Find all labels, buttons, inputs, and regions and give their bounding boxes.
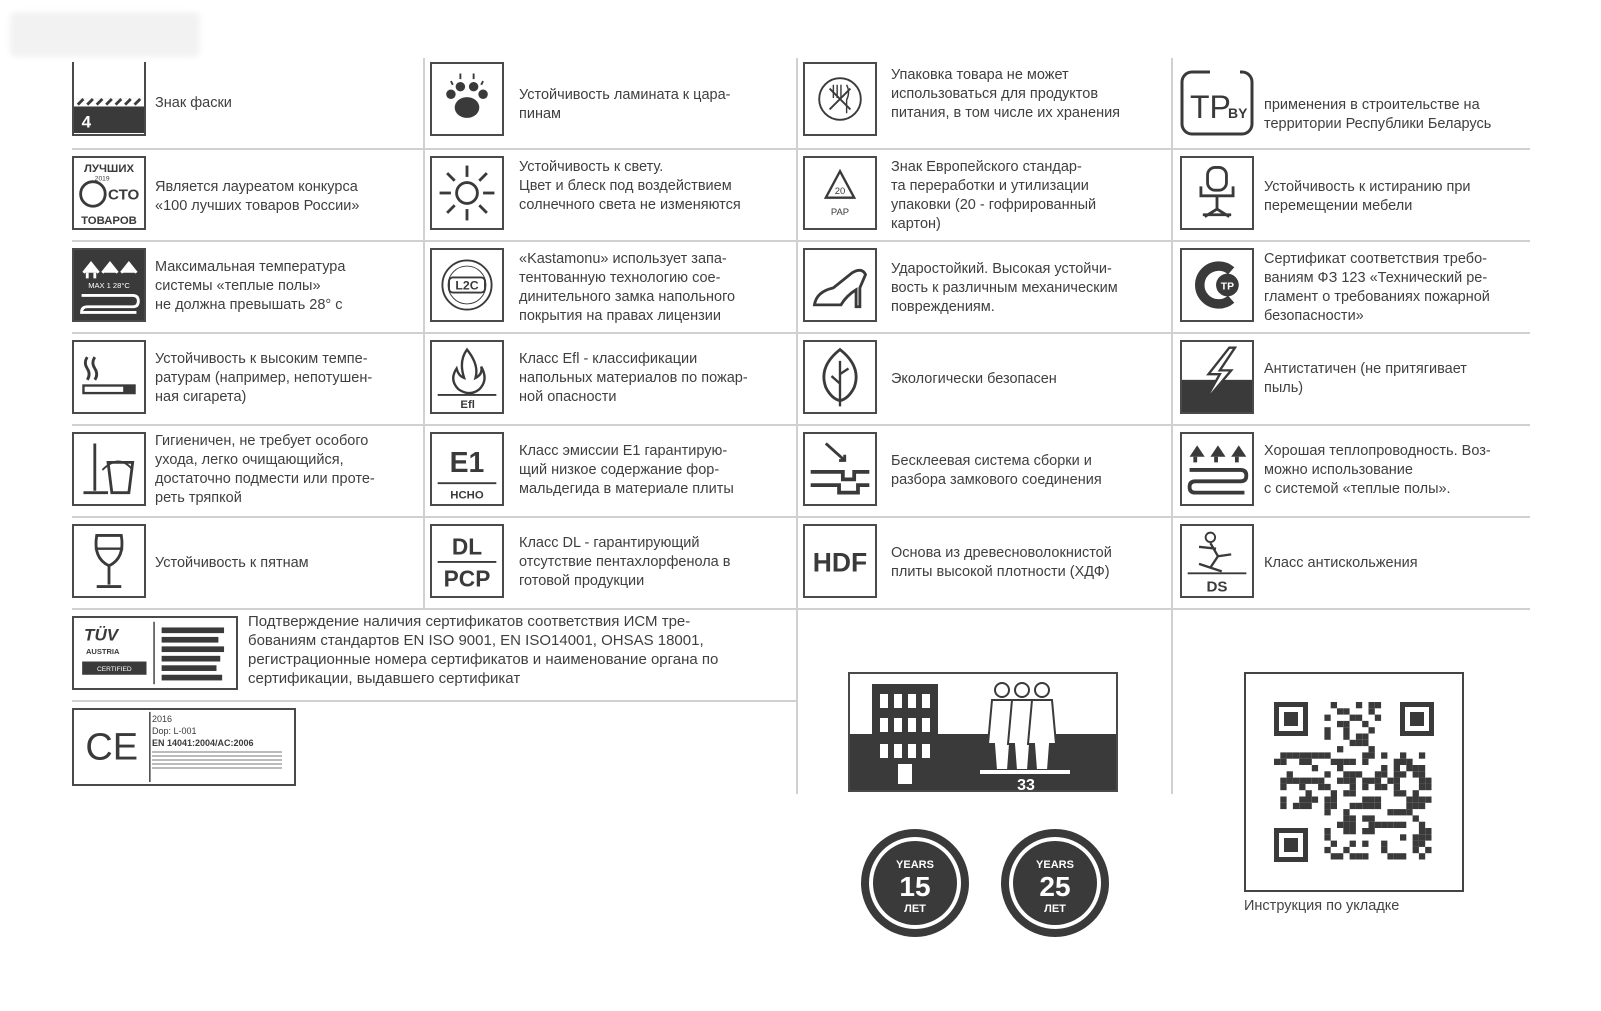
fire-cert-icon [1180,248,1254,322]
antistatic-icon [1180,340,1254,414]
best100-text: Является лауреатом конкурса «100 лучших товаров России» [155,179,360,214]
qr-module [1306,778,1312,784]
qr-module [1287,778,1293,784]
qr-module [1331,803,1337,809]
qr-module [1343,822,1349,828]
svg-text:ЛЕТ: ЛЕТ [904,903,926,915]
svg-text:4: 4 [81,112,92,132]
qr-module [1394,790,1400,796]
qr-module [1406,797,1412,803]
qr-module [1362,721,1368,727]
qr-module [1356,734,1362,740]
svg-text:DL: DL [451,533,483,560]
stain-text: Устойчивость к пятнам [155,555,309,571]
qr-code-icon[interactable] [1244,672,1464,892]
qr-module [1406,759,1412,765]
qr-module [1350,771,1356,777]
fire-cert-text: Сертификат соответствия требо- ваниям ФЗ 123 «Технический ре- гламент о требованиях пожарной безопасности» [1264,251,1490,324]
food-text: Упаковка товара не может использоваться для продуктов питания, в том числе их хранения [891,67,1121,121]
conductivity-text: Хорошая теплопроводность. Воз- можно использование с системой «теплые полы». [1264,443,1491,497]
ce-details [152,713,282,769]
row-divider [72,240,1530,242]
qr-module [1369,708,1375,714]
qr-module [1280,752,1286,758]
qr-module [1394,809,1400,815]
qr-module [1406,803,1412,809]
qr-module [1324,847,1330,853]
qr-module [1362,803,1368,809]
qr-module [1369,815,1375,821]
svg-text:AUSTRIA: AUSTRIA [85,646,120,656]
svg-text:PAP: PAP [830,206,850,218]
qr-module [1337,746,1343,752]
qr-caption: Инструкция по укладке [1244,898,1400,914]
tuv-austria-icon [72,616,238,690]
high-heel-icon [803,248,877,322]
svg-text:СТО: СТО [108,186,140,204]
qr-module [1293,752,1299,758]
qr-module [1356,715,1362,721]
qr-module [1425,847,1431,853]
qr-module [1312,778,1318,784]
svg-text:CERTIFIED: CERTIFIED [96,665,132,673]
qr-module [1312,797,1318,803]
qr-module [1350,759,1356,765]
qr-module [1362,759,1368,765]
qr-module [1299,784,1305,790]
row-divider [72,608,1530,610]
qr-module [1343,727,1349,733]
qr-module [1400,822,1406,828]
qr-module [1362,740,1368,746]
efl-text: Класс Efl - классификации напольных материалов по пожар- ной опасности [519,351,748,405]
floor-heating-icon [1180,432,1254,506]
qr-module [1419,853,1425,859]
qr-module [1375,771,1381,777]
office-chair-icon [1180,156,1254,230]
qr-module [1287,752,1293,758]
svg-text:TÜV: TÜV [84,625,119,645]
qr-module [1274,759,1280,765]
qr-module [1337,822,1343,828]
qr-module [1419,822,1425,828]
qr-module [1387,822,1393,828]
svg-text:HDF: HDF [812,547,868,578]
row-divider [72,424,1530,426]
qr-module [1362,778,1368,784]
qr-module [1324,784,1330,790]
svg-text:ТР: ТР [1220,281,1235,293]
qr-module [1280,784,1286,790]
qr-module [1369,797,1375,803]
qr-module [1343,708,1349,714]
qr-module [1324,803,1330,809]
row-divider [72,332,1530,334]
qr-module [1350,841,1356,847]
svg-text:ЛЕТ: ЛЕТ [1044,903,1066,915]
qr-module [1419,771,1425,777]
qr-module [1413,765,1419,771]
slip-text: Класс антискольжения [1264,555,1418,571]
blurred-logo [10,12,200,57]
qr-module [1425,784,1431,790]
qr-module [1381,765,1387,771]
qr-module [1350,853,1356,859]
qr-module [1381,841,1387,847]
svg-text:CE: CE [85,726,139,769]
shoe-text: Ударостойкий. Высокая устойчи- вость к различным механическим повреждениям. [891,261,1118,315]
no-food-icon [803,62,877,136]
qr-module [1394,778,1400,784]
qr-module [1387,809,1393,815]
qr-module [1350,778,1356,784]
qr-module [1299,797,1305,803]
sun-icon [430,156,504,230]
qr-module [1318,778,1324,784]
warranty-25-icon [1000,828,1110,938]
ce-line: Dop: L-001 [152,726,197,736]
heating-text: Максимальная температура системы «теплые полы» не должна превышать 28° c [155,259,346,313]
qr-module [1306,803,1312,809]
qr-module [1413,815,1419,821]
svg-text:Efl: Efl [460,399,475,412]
bevel-text: Знак фаски [155,95,232,111]
qr-module [1299,759,1305,765]
qr-module [1331,841,1337,847]
qr-module [1324,752,1330,758]
qr-module [1337,721,1343,727]
qr-module [1369,702,1375,708]
svg-text:L2C: L2C [455,278,479,293]
qr-module [1362,841,1368,847]
cigarette-icon [72,340,146,414]
qr-module [1419,765,1425,771]
qr-module [1343,778,1349,784]
qr-module [1394,784,1400,790]
qr-module [1337,759,1343,765]
qr-module [1356,803,1362,809]
flame-icon [430,340,504,414]
qr-module [1362,784,1368,790]
anti-slip-icon [1180,524,1254,598]
qr-module [1350,715,1356,721]
qr-module [1369,803,1375,809]
qr-module [1381,784,1387,790]
qr-module [1394,765,1400,771]
qr-module [1356,853,1362,859]
qr-module [1331,797,1337,803]
qr-module [1400,834,1406,840]
recycle-text: Знак Европейского стандар- та переработки и утилизации упаковки (20 - гофрированный картон) [891,159,1097,232]
tuv-text: Подтверждение наличия сертификатов соответствия ИСМ тре- бованиям стандартов EN ISO 9001, EN ISO14001, OHSAS 18001, регистрационные номера сертификатов и наименование органа по сертификации, выдавшего сертификат [248,613,719,687]
ce-fine-print [152,751,282,769]
qr-module [1425,778,1431,784]
qr-module [1343,809,1349,815]
qr-module [1406,765,1412,771]
qr-module [1299,778,1305,784]
qr-module [1413,797,1419,803]
qr-module [1343,790,1349,796]
svg-text:YEARS: YEARS [1036,859,1074,871]
svg-text:20: 20 [834,185,846,197]
antistatic-text: Антистатичен (не притягивает пыль) [1264,361,1467,396]
qr-module [1413,790,1419,796]
qr-module [1299,803,1305,809]
glueless-text: Бесклеевая система сборки и разбора замкового соединения [891,453,1102,488]
ce-line: 2016 [152,714,173,724]
qr-module [1375,702,1381,708]
qr-module [1362,797,1368,803]
e1-icon [430,432,504,506]
l2c-icon [430,248,504,322]
qr-module [1394,822,1400,828]
column-divider [796,58,798,794]
dl-pcp-icon [430,524,504,598]
svg-text:HCHO: HCHO [450,489,484,502]
qr-module [1381,822,1387,828]
svg-text:2019: 2019 [94,175,110,183]
qr-module [1287,771,1293,777]
e1-text: Класс эмиссии Е1 гарантирую- щий низкое содержание фор- мальдегида в материале плиты [519,443,734,497]
usage-class-33-icon [848,672,1118,792]
qr-module [1369,752,1375,758]
qr-module [1369,727,1375,733]
qr-module [1280,778,1286,784]
row-divider [72,516,1530,518]
qr-module [1369,828,1375,834]
hdf-text: Основа из древесноволокнистой плиты высокой плотности (ХДФ) [891,545,1112,580]
row-divider [72,700,796,702]
qr-module [1419,803,1425,809]
warranty-15-icon [860,828,970,938]
qr-module [1324,727,1330,733]
svg-text:BY: BY [1228,105,1248,121]
qr-module [1400,790,1406,796]
qr-module [1306,790,1312,796]
eco-text: Экологически безопасен [891,371,1057,387]
qr-module [1331,790,1337,796]
leaf-icon [803,340,877,414]
qr-module [1299,752,1305,758]
qr-module [1356,771,1362,777]
l2c-text: «Kastamonu» использует запа- тентованную технологию сое- динительного замка напольного покрытия на правах лицензии [519,251,736,324]
qr-module [1337,708,1343,714]
qr-module [1350,740,1356,746]
qr-module [1425,834,1431,840]
row-divider [72,148,1530,150]
qr-module [1324,797,1330,803]
qr-module [1312,752,1318,758]
qr-module [1331,759,1337,765]
qr-module [1280,759,1286,765]
svg-text:ТОВАРОВ: ТОВАРОВ [81,215,137,228]
qr-module [1312,765,1318,771]
qr-module [1400,752,1406,758]
qr-module [1343,815,1349,821]
qr-module [1362,853,1368,859]
qr-module [1331,702,1337,708]
qr-module [1394,771,1400,777]
qr-module [1350,803,1356,809]
qr-module [1350,815,1356,821]
qr-module [1362,815,1368,821]
qr-module [1369,822,1375,828]
qr-module [1375,778,1381,784]
qr-module [1400,809,1406,815]
qr-module [1280,797,1286,803]
qr-module [1362,752,1368,758]
svg-text:15: 15 [899,871,931,902]
qr-module [1350,790,1356,796]
chair-text: Устойчивость к истиранию при перемещении мебели [1264,179,1471,214]
qr-module [1324,715,1330,721]
qr-module [1293,803,1299,809]
qr-module [1280,803,1286,809]
wine-glass-icon [72,524,146,598]
svg-text:25: 25 [1039,871,1071,902]
hdf-icon [803,524,877,598]
qr-module [1324,734,1330,740]
qr-module [1356,702,1362,708]
qr-module [1293,778,1299,784]
qr-module [1362,734,1368,740]
qr-module [1369,746,1375,752]
qr-module [1381,847,1387,853]
qr-module [1419,752,1425,758]
cigarette-text: Устойчивость к высоким темпе- ратурам (например, непотушен- ная сигарета) [155,351,373,405]
qr-module [1419,834,1425,840]
qr-module [1331,853,1337,859]
svg-text:PCP: PCP [443,565,491,592]
qr-module [1419,828,1425,834]
qr-module [1375,822,1381,828]
column-divider [1171,58,1173,794]
qr-module [1387,853,1393,859]
qr-module [1350,784,1356,790]
qr-module [1350,822,1356,828]
qr-module [1375,784,1381,790]
hygiene-text: Гигиеничен, не требует особого ухода, легко очищающийся, достаточно подмести или проте- реть тряпкой [155,433,375,506]
qr-module [1343,721,1349,727]
qr-module [1425,797,1431,803]
svg-text:33: 33 [1017,777,1035,794]
paw-icon [430,62,504,136]
qr-module [1400,853,1406,859]
mop-bucket-icon [72,432,146,506]
qr-module [1324,828,1330,834]
floor-heating-max-icon [72,248,146,322]
qr-module [1369,778,1375,784]
qr-module [1318,784,1324,790]
qr-module [1425,828,1431,834]
qr-module [1419,797,1425,803]
qr-module [1324,771,1330,777]
recycle-icon [803,156,877,230]
qr-module [1337,853,1343,859]
qr-module [1394,759,1400,765]
svg-text:ЛУЧШИХ: ЛУЧШИХ [83,163,135,176]
qr-module [1375,797,1381,803]
qr-module [1413,771,1419,777]
ce-line: EN 14041:2004/AC:2006 [152,738,254,748]
qr-module [1343,734,1349,740]
scratch-text: Устойчивость ламината к цара- пинам [519,87,731,122]
qr-module [1343,828,1349,834]
qr-module [1343,847,1349,853]
qr-module [1356,740,1362,746]
svg-text:DS: DS [1206,578,1228,596]
svg-text:E1: E1 [449,446,485,479]
qr-module [1337,765,1343,771]
light-text: Устойчивость к свету. Цвет и блеск под воздействием солнечного света не изменяются [519,159,741,213]
qr-module [1413,847,1419,853]
qr-module [1406,809,1412,815]
qr-module [1400,771,1406,777]
qr-module [1343,771,1349,777]
qr-module [1375,715,1381,721]
qr-module [1324,809,1330,815]
qr-module [1419,784,1425,790]
qr-module [1306,752,1312,758]
qr-module [1318,752,1324,758]
qr-module [1419,778,1425,784]
qr-module [1381,771,1387,777]
qr-module [1400,759,1406,765]
qr-module [1337,778,1343,784]
qr-module [1306,759,1312,765]
best-100-icon [72,156,146,230]
qr-module [1413,803,1419,809]
svg-text:TP: TP [1190,89,1231,125]
svg-text:MAX 1 28°C: MAX 1 28°C [88,280,130,290]
bevel-icon [72,62,146,136]
qr-module [1375,803,1381,809]
svg-text:YEARS: YEARS [896,859,934,871]
qr-module [1362,828,1368,834]
qr-module [1413,834,1419,840]
qr-module [1343,759,1349,765]
qr-module [1381,752,1387,758]
qr-module [1419,841,1425,847]
qr-module [1413,841,1419,847]
qr-module [1394,853,1400,859]
qr-module [1350,828,1356,834]
qr-module [1324,834,1330,840]
tr-by-icon [1180,66,1254,140]
dlpcp-text: Класс DL - гарантирующий отсутствие пентахлорфенола в готовой продукции [519,535,731,589]
column-divider [423,58,425,610]
belarus-text: применения в строительстве на территории Республики Беларусь [1264,97,1492,132]
click-lock-icon [803,432,877,506]
qr-module [1387,778,1393,784]
qr-module [1306,797,1312,803]
